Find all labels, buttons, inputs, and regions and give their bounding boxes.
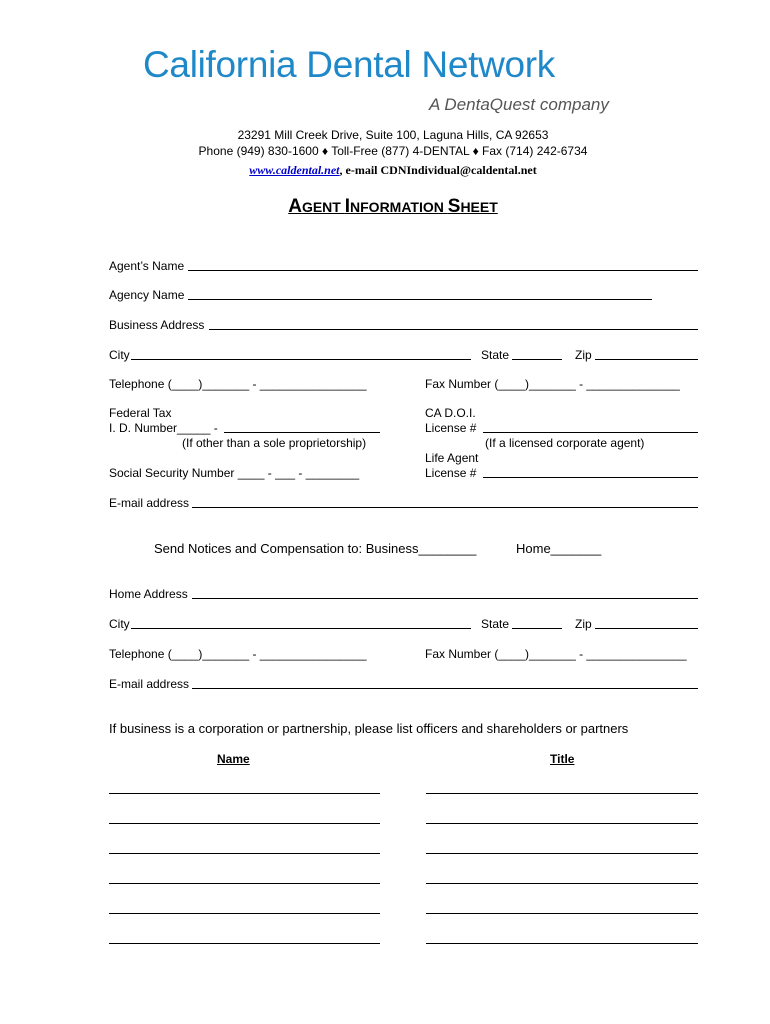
home-address-label: Home Address — [109, 587, 188, 601]
home-email-field[interactable] — [192, 688, 698, 689]
home-city-label: City — [109, 617, 130, 631]
officer-name-field[interactable] — [109, 853, 380, 854]
officer-name-field[interactable] — [109, 883, 380, 884]
officer-title-field[interactable] — [426, 943, 698, 944]
officer-name-field[interactable] — [109, 793, 380, 794]
column-title-header: Title — [550, 752, 575, 766]
zip-field[interactable] — [595, 359, 698, 360]
city-label: City — [109, 348, 130, 362]
officer-title-field[interactable] — [426, 853, 698, 854]
officer-name-field[interactable] — [109, 943, 380, 944]
home-zip-label: Zip — [575, 617, 592, 631]
home-email-label: E-mail address — [109, 677, 190, 691]
federal-tax-label: Federal Tax — [109, 406, 172, 420]
page-title: AGENT INFORMATION SHEET — [288, 196, 498, 217]
contact-line — [0, 163, 770, 178]
agents-name-field[interactable] — [188, 270, 698, 271]
tax-id-field[interactable] — [224, 432, 380, 433]
life-license-field[interactable] — [483, 477, 698, 478]
cadoi-license-label: License # — [425, 421, 477, 435]
brand-logo: California Dental Network — [143, 44, 556, 85]
id-number-label: I. D. Number_____ - — [109, 421, 218, 435]
life-license-label: License # — [425, 466, 477, 480]
home-address-field[interactable] — [192, 598, 698, 599]
officer-title-field[interactable] — [426, 823, 698, 824]
website-link[interactable]: www.caldental.net — [249, 163, 340, 177]
officer-name-field[interactable] — [109, 823, 380, 824]
email-field[interactable] — [192, 507, 698, 508]
agency-name-label: Agency Name — [109, 288, 185, 302]
state-field[interactable] — [512, 359, 562, 360]
cadoi-license-field[interactable] — [483, 432, 698, 433]
home-telephone-field[interactable]: Telephone (____)_______ - ________________ — [109, 647, 367, 661]
zip-label: Zip — [575, 348, 592, 362]
state-label: State — [481, 348, 510, 362]
corporation-note: If business is a corporation or partnership, please list officers and shareholders or partners — [109, 721, 629, 736]
home-city-field[interactable] — [131, 628, 471, 629]
agents-name-label: Agent’s Name — [109, 259, 185, 273]
home-fax-field[interactable]: Fax Number (____)_______ - _______________ — [425, 647, 687, 661]
home-state-label: State — [481, 617, 510, 631]
officer-title-field[interactable] — [426, 793, 698, 794]
city-field[interactable] — [131, 359, 471, 360]
column-name-header: Name — [217, 752, 250, 766]
home-state-field[interactable] — [512, 628, 562, 629]
email-text: , e-mail CDNIndividual@caldental.net — [339, 163, 537, 177]
company-address: 23291 Mill Creek Drive, Suite 100, Laguna Hills, CA 92653 — [237, 128, 549, 142]
id-note: (If other than a sole proprietorship) — [182, 436, 367, 450]
business-address-field[interactable] — [209, 329, 698, 330]
officer-name-field[interactable] — [109, 913, 380, 914]
agency-name-field[interactable] — [188, 299, 652, 300]
officer-title-field[interactable] — [426, 883, 698, 884]
home-zip-field[interactable] — [595, 628, 698, 629]
license-note: (If a licensed corporate agent) — [485, 436, 645, 450]
life-agent-label: Life Agent — [425, 451, 479, 465]
telephone-field[interactable]: Telephone (____)_______ - ________________ — [109, 377, 367, 391]
company-phone: Phone (949) 830-1600 ♦ Toll-Free (877) 4-DENTAL ♦ Fax (714) 242-6734 — [198, 144, 588, 158]
officer-title-field[interactable] — [426, 913, 698, 914]
send-notices-business[interactable]: Send Notices and Compensation to: Business________ — [154, 541, 477, 556]
send-notices-home[interactable]: Home_______ — [516, 541, 602, 556]
fax-field[interactable]: Fax Number (____)_______ - ______________ — [425, 377, 680, 391]
brand-subtitle: A DentaQuest company — [429, 95, 609, 114]
cadoi-label: CA D.O.I. — [425, 406, 476, 420]
ssn-field[interactable]: Social Security Number ____ - ___ - ________ — [109, 466, 360, 480]
business-address-label: Business Address — [109, 318, 205, 332]
email-label: E-mail address — [109, 496, 190, 510]
